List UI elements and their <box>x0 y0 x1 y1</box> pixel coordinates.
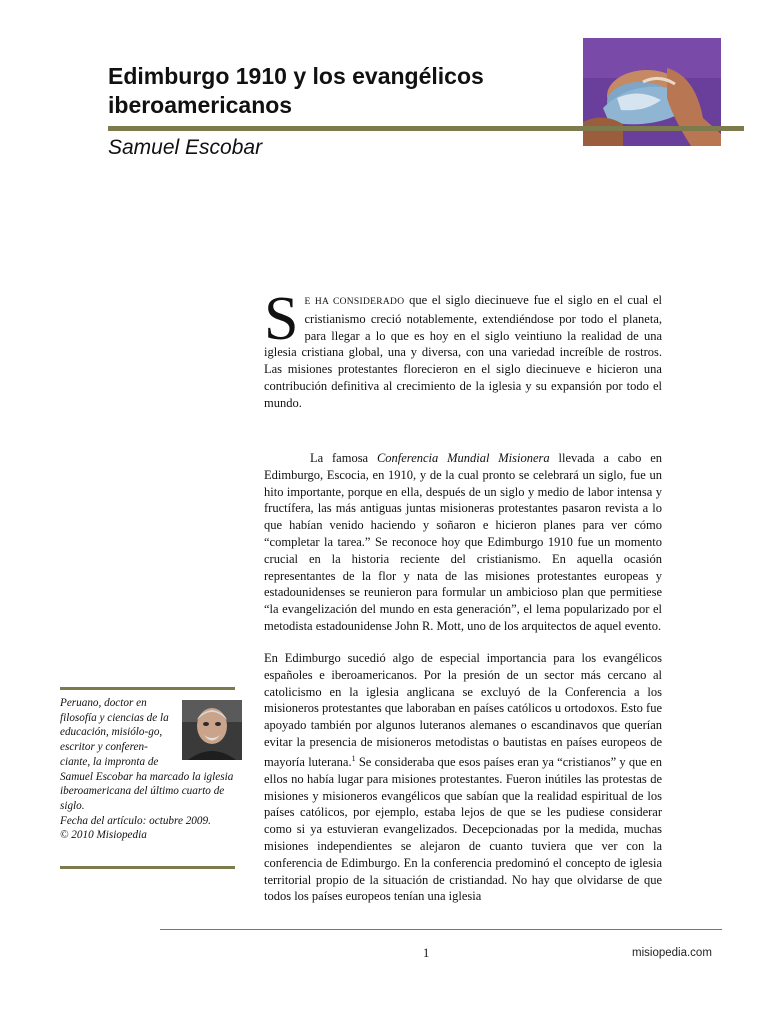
title-line-2: iberoamericanos <box>108 92 293 118</box>
sidebar-rule-top <box>60 687 235 690</box>
opening-smallcaps: E HA CONSIDERADO <box>304 297 405 307</box>
paragraph-1 <box>264 285 662 412</box>
paragraph-2-text: llevada a cabo en Edimburgo, Escocia, en 1910, y de la cual pronto se celebrará un siglo, fue un hito importante, porque en ella, después de un siglo y medio de labor intensa y fructífera, las más antiguas juntas misioneras protestantes pasaron revista a lo que habían venido haciendo y soñaron e hicieron planes para ver cómo “completar la tarea.” Se reconoce hoy que Edimburgo 1910 fue un momento crucial en la historia reciente del cristianismo. En aquella ocasión representantes de la flor y nata de las misiones protestantes europeas y estadounidenses se reunieron para formular un ambicioso plan que permitiese “la evangelización del mundo en esta generación”, el lema popularizado por el metodista estadounidense John R. Mott, uno de los arquitectos de aquel evento. <box>264 451 663 633</box>
copyright: © 2010 Misiopedia <box>60 829 147 842</box>
author-name: Samuel Escobar <box>108 136 263 159</box>
sidebar-rule-bottom <box>60 866 235 869</box>
title-line-1: Edimburgo 1910 y los evangélicos <box>108 63 484 89</box>
paragraph-3 <box>264 650 662 905</box>
author-bio <box>60 696 242 843</box>
drop-cap: S <box>264 285 299 353</box>
footnote-marker[interactable]: 1 <box>351 753 356 763</box>
paragraph-3-text-b: Se consideraba que esos países eran ya “cristianos” y que en ellos no había lugar para misiones protestantes. Fueron inútiles las protestas de misiones y misioneros evangélicos que sabían que la realidad espiritual de los países católicos, por ejemplo, estaba lejos de que se les pudiese considerar como si ya estuvieran evangelizados. Decepcionadas por la medida, muchas misiones independientes se alejaron de cuanto tuviera que ver con la conferencia de Edimburgo. En la conferencia predominó el concepto de iglesia territorial propio de la situación de cristiandad. No hay que olvidarse de que todos los países europeos tenían una iglesia <box>264 754 662 904</box>
paragraph-2-lead: La famosa <box>310 451 377 465</box>
paragraph-2 <box>264 450 662 635</box>
paragraph-1-text: que el siglo diecinueve fue el siglo en el cual el cristianismo creció notablemente, extendiéndose por todo el planeta, para llegar a lo que es hoy en el siglo veintiuno la realidad de una iglesia cristiana global, una y diversa, con una variedad increíble de rostros. Las misiones protestantes florecieron en el siglo diecinueve e hicieron una contribución definitiva al crecimiento de la iglesia y su expansión por todo el mundo. <box>264 293 662 410</box>
footer-rule <box>160 929 722 930</box>
page-number: 1 <box>423 946 430 960</box>
bio-text: Peruano, doctor en filosofía y ciencias de la educación, misiólo-go, escritor y conferen-ciante, la impronta de Samuel Escobar ha marcado la iglesia iberoamericana del último cuarto de siglo. <box>60 697 234 812</box>
site-link[interactable]: misiopedia.com <box>632 947 712 959</box>
article-title <box>108 62 588 120</box>
paragraph-3-text-a: En Edimburgo sucedió algo de especial importancia para los evangélicos españoles e iberoamericanos. Por la presión de un sector más cercano al catolicismo en la iglesia anglicana se excluyó de la Conferencia a los misioneros protestantes que laboraban en países católicos u ortodoxos. Esto fue apoyado también por algunos luteranos alemanes o escandinavos que querían evitar la presencia de misioneros metodistas o bautistas en países europeos de mayoría luterana. <box>264 651 662 769</box>
author-portrait <box>182 700 242 760</box>
title-rule <box>108 126 744 131</box>
conference-name: Conferencia Mundial Misionera <box>376 451 550 465</box>
article-date: Fecha del artículo: octubre 2009. <box>60 814 211 827</box>
